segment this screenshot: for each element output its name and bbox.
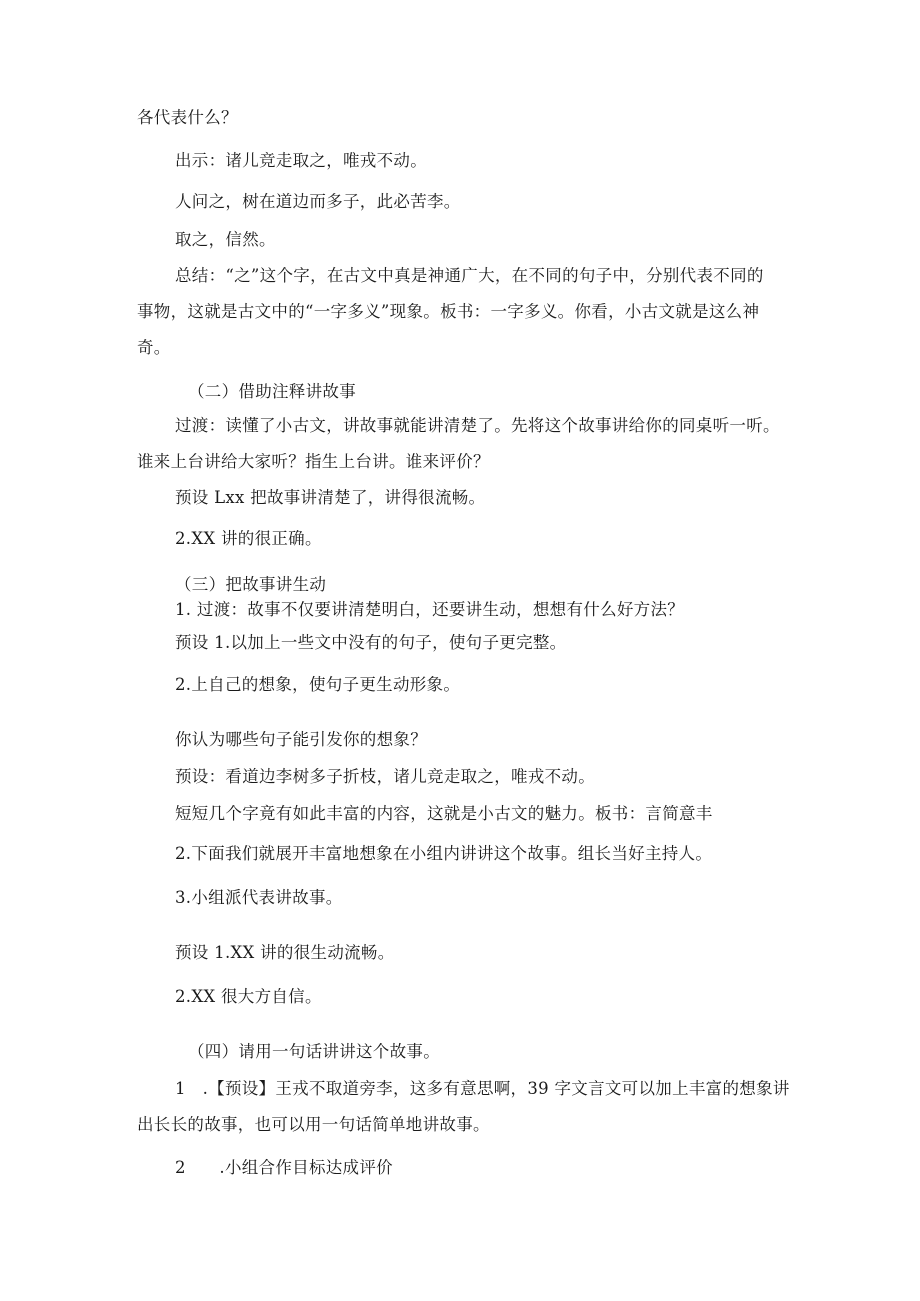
text-line: 谁来上台讲给大家听？指生上台讲。谁来评价？ (137, 452, 490, 471)
text-line: 预设 1.XX 讲的很生动流畅。 (175, 943, 395, 962)
text-line: 3.小组派代表讲故事。 (175, 888, 343, 907)
text-line: 2.下面我们就展开丰富地想象在小组内讲讲这个故事。组长当好主持人。 (175, 844, 713, 863)
text-line: 2.XX 很大方自信。 (175, 987, 322, 1006)
section-heading: （三）把故事讲生动 (175, 575, 327, 594)
text-line: 1 .【预设】王戎不取道旁李，这多有意思啊，39 字文言文可以加上丰富的想象讲 (175, 1079, 790, 1098)
section-heading: （四）请用一句话讲讲这个故事。 (188, 1042, 440, 1061)
text-line: 2.上自己的想象，使句子更生动形象。 (175, 675, 461, 694)
text-line: 人问之，树在道边而多子，此必苦李。 (175, 192, 461, 211)
text-line: 短短几个字竟有如此丰富的内容，这就是小古文的魅力。板书：言简意丰 (175, 804, 713, 823)
text-line: 奇。 (137, 338, 171, 357)
text-line: 出示：诸儿竞走取之，唯戎不动。 (175, 151, 427, 170)
text-line: 过渡：读懂了小古文，讲故事就能讲清楚了。先将这个故事讲给你的同桌听一听。 (175, 416, 780, 435)
text-line: 预设：看道边李树多子折枝，诸儿竞走取之，唯戎不动。 (175, 767, 595, 786)
text-line: 预设 Lxx 把故事讲清楚了，讲得很流畅。 (175, 488, 486, 507)
text-line: 取之，信然。 (175, 230, 276, 249)
text-line: 2 .小组合作目标达成评价 (175, 1158, 393, 1177)
text-line: 各代表什么？ (137, 108, 238, 127)
text-line: 你认为哪些句子能引发你的想象？ (175, 730, 427, 749)
text-line: 1. 过渡：故事不仅要讲清楚明白，还要讲生动，想想有什么好方法？ (175, 600, 685, 619)
text-line: 2.XX 讲的很正确。 (175, 529, 322, 548)
text-line: 总结：“之”这个字，在古文中真是神通广大，在不同的句子中，分别代表不同的 (175, 266, 764, 285)
text-line: 出长长的故事，也可以用一句话简单地讲故事。 (137, 1115, 490, 1134)
section-heading: （二）借助注释讲故事 (188, 382, 356, 401)
text-line: 事物，这就是古文中的“一字多义”现象。板书：一字多义。你看，小古文就是这么神 (137, 302, 760, 321)
text-line: 预设 1.以加上一些文中没有的句子，使句子更完整。 (175, 633, 567, 652)
